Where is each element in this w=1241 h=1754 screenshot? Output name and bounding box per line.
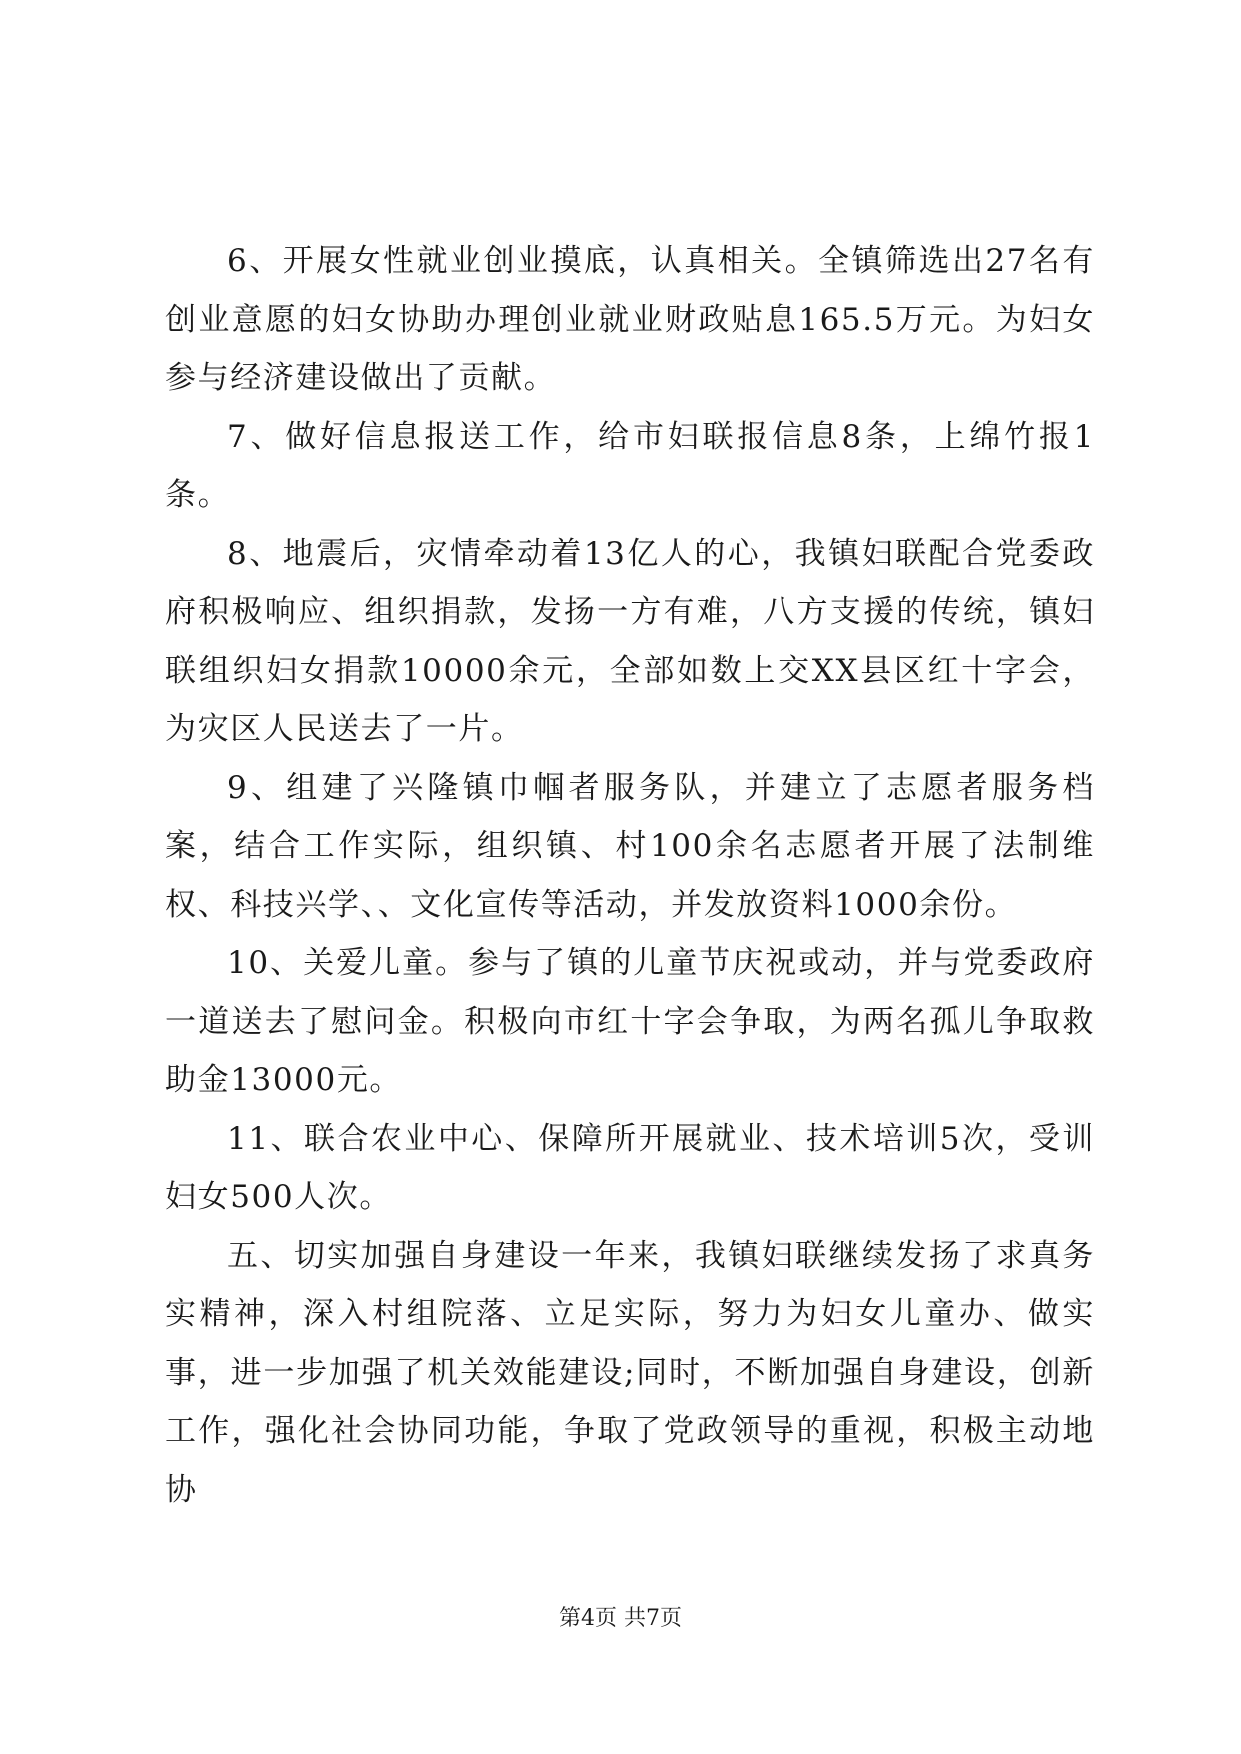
page-footer <box>0 1604 1241 1634</box>
paragraph-item-8: 8、地震后，灾情牵动着13亿人的心，我镇妇联配合党委政府积极响应、组织捐款，发扬一方有难，八方支援的传统，镇妇联组织妇女捐款10000余元，全部如数上交XX县区红十字会，为灾区人民送去了一片。 <box>165 535 1095 747</box>
page-number-indicator: 第4页 共7页 <box>559 1606 682 1631</box>
paragraph-item-10: 10、关爱儿童。参与了镇的儿童节庆祝或动，并与党委政府一道送去了慰问金。积极向市红十字会争取，为两名孤儿争取救助金13000元。 <box>165 945 1095 1098</box>
document-body <box>165 232 1095 1519</box>
paragraph-item-11: 11、联合农业中心、保障所开展就业、技术培训5次，受训妇女500人次。 <box>165 1120 1095 1215</box>
paragraph-item-9: 9、组建了兴隆镇巾帼者服务队，并建立了志愿者服务档案，结合工作实际，组织镇、村100余名志愿者开展了法制维权、科技兴学、、文化宣传等活动，并发放资料1000余份。 <box>165 769 1095 923</box>
paragraph-section-5: 五、切实加强自身建设一年来，我镇妇联继续发扬了求真务实精神，深入村组院落、立足实际，努力为妇女儿童办、做实事，进一步加强了机关效能建设;同时，不断加强自身建设，创新工作，强化社会协同功能，争取了党政领导的重视，积极主动地协 <box>165 1237 1095 1508</box>
paragraph-item-6: 6、开展女性就业创业摸底，认真相关。全镇筛选出27名有创业意愿的妇女协助办理创业就业财政贴息165.5万元。为妇女参与经济建设做出了贡献。 <box>165 243 1095 396</box>
paragraph-item-7: 7、做好信息报送工作，给市妇联报信息8条，上绵竹报1条。 <box>165 418 1095 513</box>
